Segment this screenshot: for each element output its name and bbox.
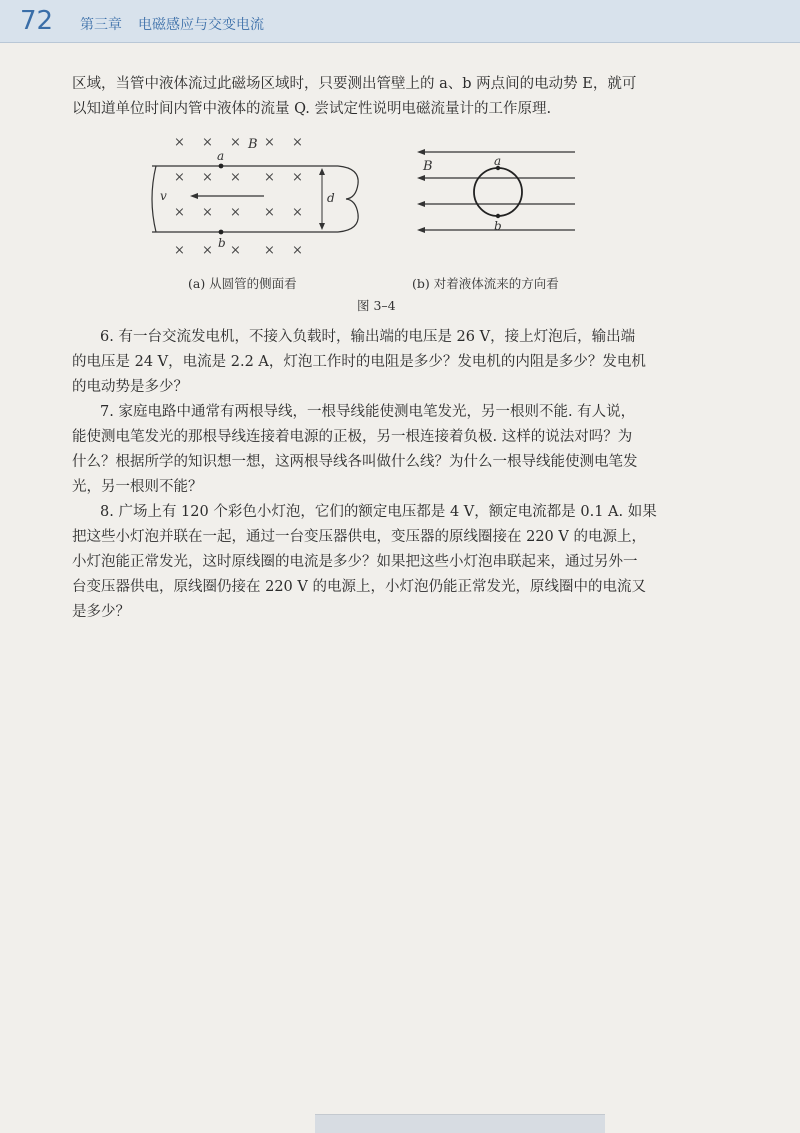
intro-paragraph bbox=[72, 72, 732, 122]
field-mark: × bbox=[292, 135, 303, 150]
diameter-label: d bbox=[327, 191, 335, 205]
field-mark: × bbox=[230, 170, 241, 185]
field-label-B: B bbox=[248, 137, 258, 152]
field-mark: × bbox=[174, 205, 185, 220]
question-line: 的电压是 24 V，电流是 2.2 A，灯泡工作时的电阻是多少？发电机的内阻是多少？发电机 bbox=[72, 354, 646, 370]
question-line: 小灯泡能正常发光，这时原线圈的电流是多少？如果把这些小灯泡串联起来，通过另外一 bbox=[72, 554, 638, 570]
field-mark: × bbox=[202, 135, 213, 150]
question-line: 什么？根据所学的知识想一想，这两根导线各叫做什么线？为什么一根导线能使测电笔发 bbox=[72, 454, 638, 470]
field-mark: × bbox=[174, 135, 185, 150]
question-line: 把这些小灯泡并联在一起，通过一台变压器供电，变压器的原线圈接在 220 V 的电源上， bbox=[72, 529, 646, 545]
chapter-title: 电磁感应与交变电流 bbox=[138, 17, 264, 33]
scan-bottom-edge bbox=[315, 1114, 605, 1133]
intro-line-1: 区域，当管中液体流过此磁场区域时，只要测出管壁上的 a、b 两点间的电动势 E，就可 bbox=[72, 76, 637, 92]
point-b bbox=[496, 214, 500, 218]
question-line: 的电动势是多少？ bbox=[72, 379, 188, 395]
field-label-B: B bbox=[423, 159, 433, 174]
point-a-label: a bbox=[217, 149, 225, 163]
field-mark: × bbox=[174, 243, 185, 258]
field-mark: × bbox=[230, 205, 241, 220]
field-mark: × bbox=[202, 205, 213, 220]
field-mark: × bbox=[230, 243, 241, 258]
running-header bbox=[0, 0, 800, 43]
caption-a: (a) 从圆管的侧面看 bbox=[188, 276, 297, 291]
pipe-left-end bbox=[152, 166, 156, 232]
intro-line-2: 以知道单位时间内管中液体的流量 Q. 尝试定性说明电磁流量计的工作原理. bbox=[72, 101, 552, 117]
question-8 bbox=[72, 500, 732, 625]
page-number: 72 bbox=[20, 6, 54, 36]
question-7 bbox=[72, 400, 732, 500]
point-b-label: b bbox=[218, 236, 226, 250]
field-mark: × bbox=[230, 135, 241, 150]
field-mark: × bbox=[264, 205, 275, 220]
field-mark: × bbox=[264, 170, 275, 185]
chapter-label: 第三章 bbox=[80, 17, 122, 33]
question-6 bbox=[72, 325, 732, 400]
velocity-arrowhead bbox=[190, 193, 198, 199]
question-line: 光，另一根则不能？ bbox=[72, 479, 203, 495]
question-line: 能使测电笔发光的那根导线连接着电源的正极，另一根连接着负极. 这样的说法对吗？为 bbox=[72, 429, 633, 445]
pipe-right-end bbox=[338, 166, 358, 232]
velocity-label: v bbox=[160, 189, 167, 203]
figure-label: 图 3–4 bbox=[357, 298, 396, 313]
question-line: 8. 广场上有 120 个彩色小灯泡，它们的额定电压都是 4 V，额定电流都是 0.1 A. 如果 bbox=[100, 504, 657, 520]
field-mark: × bbox=[292, 205, 303, 220]
caption-b: (b) 对着液体流来的方向看 bbox=[412, 276, 559, 291]
pipe-cross-section bbox=[474, 168, 522, 216]
point-a bbox=[219, 164, 224, 169]
question-line: 是多少？ bbox=[72, 604, 130, 620]
figure-b-front-view bbox=[415, 140, 580, 240]
field-mark: × bbox=[264, 243, 275, 258]
question-line: 7. 家庭电路中通常有两根导线，一根导线能使测电笔发光，另一根则不能. 有人说， bbox=[100, 404, 636, 420]
field-mark: × bbox=[174, 170, 185, 185]
figure-a-side-view bbox=[140, 128, 380, 270]
question-line: 台变压器供电，原线圈仍接在 220 V 的电源上，小灯泡仍能正常发光，原线圈中的电流又 bbox=[72, 579, 646, 595]
point-b bbox=[219, 230, 224, 235]
question-line: 6. 有一台交流发电机，不接入负载时，输出端的电压是 26 V，接上灯泡后，输出端 bbox=[100, 329, 636, 345]
field-mark: × bbox=[292, 243, 303, 258]
point-a-label: a bbox=[494, 154, 502, 168]
field-mark: × bbox=[202, 170, 213, 185]
point-b-label: b bbox=[494, 219, 502, 233]
field-mark: × bbox=[292, 170, 303, 185]
field-mark: × bbox=[264, 135, 275, 150]
field-mark: × bbox=[202, 243, 213, 258]
